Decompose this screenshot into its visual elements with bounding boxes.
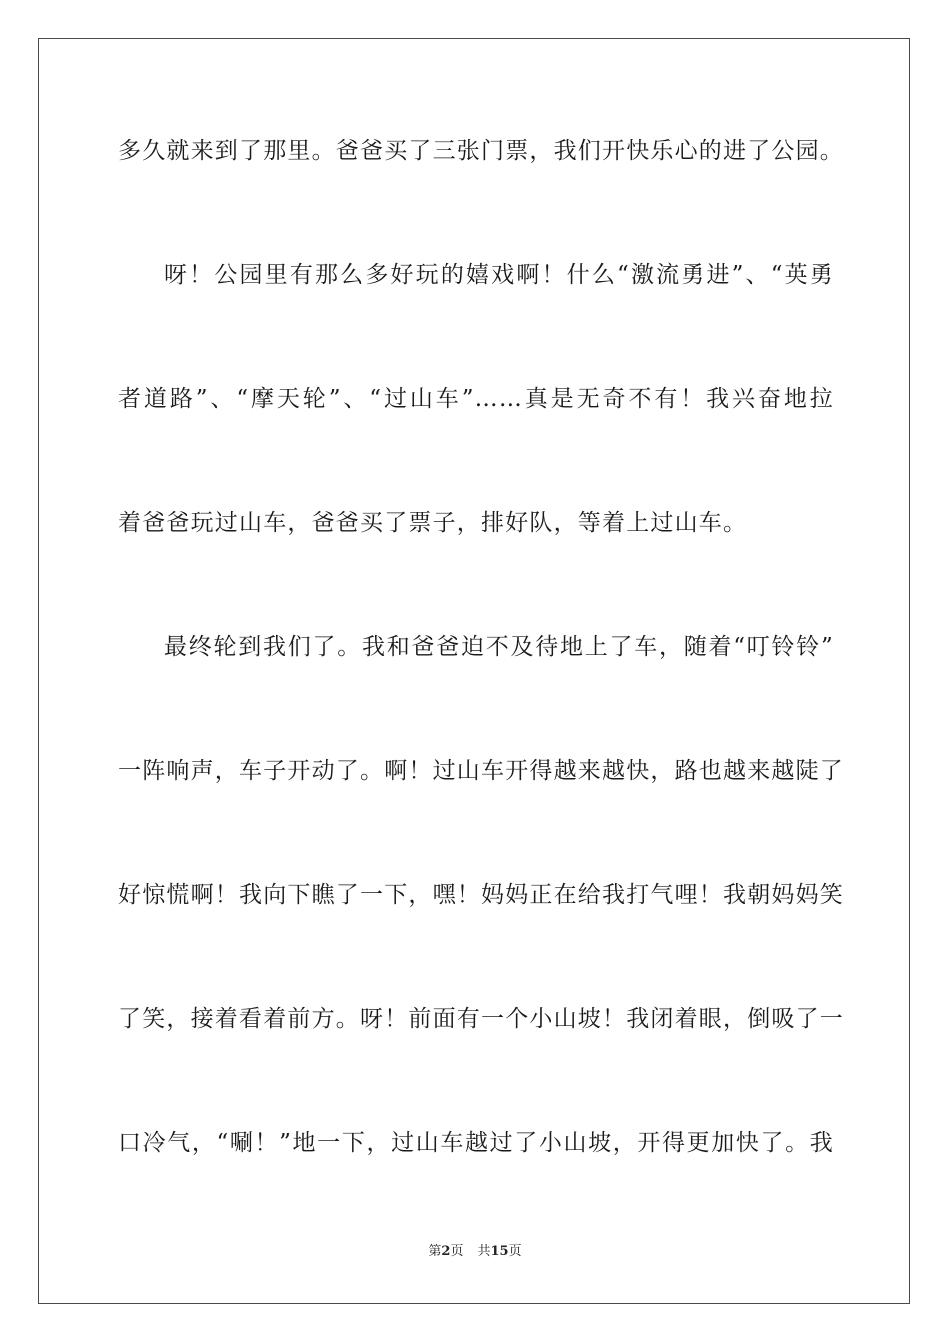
total-pages: 15 (490, 1244, 509, 1259)
text-line-4: 着爸爸玩过山车，爸爸买了票子，排好队，等着上过山车。 (118, 510, 748, 536)
text-line-3: 者道路”、“摩天轮”、“过山车”……真是无奇不有！我兴奋地拉 (118, 386, 834, 412)
text-line-8: 了笑，接着看着前方。呀！前面有一个小山坡！我闭着眼，倒吸了一 (118, 1006, 844, 1032)
page-prefix: 第 (428, 1244, 442, 1259)
page-suffix: 页 (450, 1244, 464, 1259)
text-line-5: 最终轮到我们了。我和爸爸迫不及待地上了车，随着“叮铃铃” (164, 634, 834, 660)
text-line-1: 多久就来到了那里。爸爸买了三张门票，我们开快乐心的进了公园。 (118, 138, 844, 164)
text-line-9: 口冷气，“唰！”地一下，过山车越过了小山坡，开得更加快了。我 (118, 1130, 834, 1156)
page-border (38, 38, 910, 1304)
text-line-6: 一阵响声，车子开动了。啊！过山车开得越来越快，路也越来越陡了 (118, 758, 844, 784)
page-footer (0, 1243, 950, 1261)
page-number: 2 (441, 1244, 451, 1259)
text-line-7: 好惊慌啊！我向下瞧了一下，嘿！妈妈正在给我打气哩！我朝妈妈笑 (118, 882, 844, 908)
total-suffix: 页 (508, 1244, 522, 1259)
total-prefix: 共 (477, 1244, 491, 1259)
text-line-2: 呀！公园里有那么多好玩的嬉戏啊！什么“激流勇进”、“英勇 (164, 262, 834, 288)
